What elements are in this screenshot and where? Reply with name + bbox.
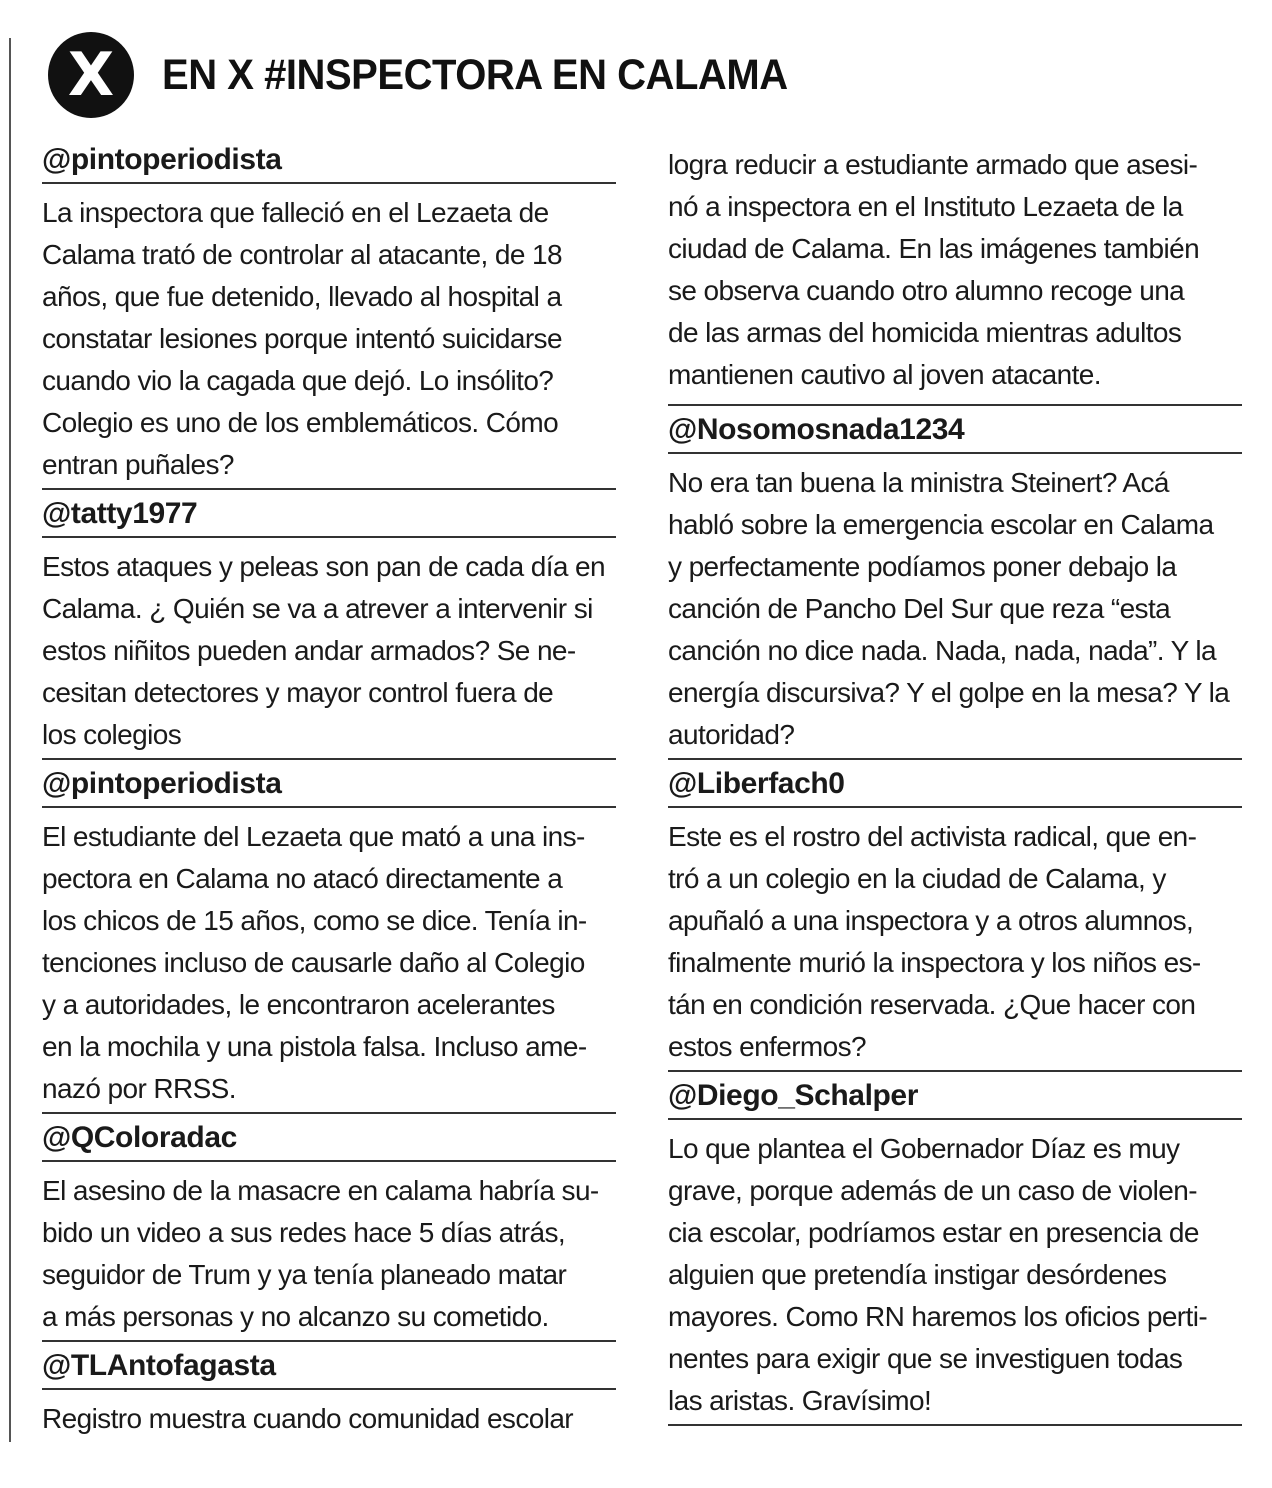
post-handle[interactable]: @Diego_Schalper <box>668 1076 1242 1120</box>
post-text: Este es el rostro del activista radical, que en- tró a un colegio en la ciudad de Calama, y apuñaló a una inspectora y a otros alumnos, finalmente murió la inspectora y los niños es- tán en condición reservada. ¿Que hacer con estos enfermos? <box>668 808 1242 1072</box>
column-rule <box>9 38 11 1442</box>
post-text: Lo que plantea el Gobernador Díaz es muy grave, porque además de un caso de violen- cia escolar, podríamos estar en presencia de alguien que pretendía instigar desórdenes mayores. Como RN haremos los oficios perti- nentes para exigir que se investiguen todas las aristas. Gravísimo! <box>668 1120 1242 1426</box>
section-title: EN X #INSPECTORA EN CALAMA <box>162 50 788 99</box>
post <box>42 1346 616 1442</box>
post-text: No era tan buena la ministra Steinert? Acá habló sobre la emergencia escolar en Calama y perfectamente podíamos poner debajo la canción de Pancho Del Sur que reza “esta canción no dice nada. Nada, nada, nada”. Y la energía discursiva? Y el golpe en la mesa? Y la autoridad? <box>668 454 1242 760</box>
post-text: El asesino de la masacre en calama habría su- bido un video a sus redes hace 5 días atrás, seguidor de Trum y ya tenía planeado matar a más personas y no alcanzo su cometido. <box>42 1162 616 1342</box>
post <box>42 494 616 760</box>
post-text: La inspectora que falleció en el Lezaeta de Calama trató de controlar al atacante, de 18 años, que fue detenido, llevado al hospital a constatar lesiones porque intentó suicidarse cuando vio la cagada que dejó. Lo insólito? Colegio es uno de los emblemáticos. Cómo entran puñales? <box>42 184 616 490</box>
post <box>42 140 616 490</box>
post-handle[interactable]: @QColoradac <box>42 1118 616 1162</box>
post-text: Registro muestra cuando comunidad escolar <box>42 1403 574 1434</box>
post <box>42 1118 616 1342</box>
post <box>42 764 616 1114</box>
post <box>668 764 1242 1072</box>
post <box>668 410 1242 760</box>
post-text: Estos ataques y peleas son pan de cada día en Calama. ¿ Quién se va a atrever a intervenir si estos niñitos pueden andar armados? Se ne- cesitan detectores y mayor control fuera de los colegios <box>42 538 616 760</box>
post-handle[interactable]: @TLAntofagasta <box>42 1346 616 1390</box>
section-header <box>48 32 835 118</box>
post-handle[interactable]: @pintoperiodista <box>42 140 616 184</box>
post-handle[interactable]: @Liberfach0 <box>668 764 1242 808</box>
x-logo-icon: X <box>48 32 134 118</box>
post-handle[interactable]: @pintoperiodista <box>42 764 616 808</box>
post <box>668 1076 1242 1426</box>
post-handle[interactable]: @Nosomosnada1234 <box>668 410 1242 454</box>
post-text-continued: logra reducir a estudiante armado que asesi- nó a inspectora en el Instituto Lezaeta de la ciudad de Calama. En las imágenes también se observa cuando otro alumno recoge una de las armas del homicida mientras adultos mantienen cautivo al joven atacante. <box>668 144 1242 406</box>
left-column <box>42 140 616 1446</box>
right-column <box>668 144 1242 1430</box>
post-text: El estudiante del Lezaeta que mató a una ins- pectora en Calama no atacó directamente a los chicos de 15 años, como se dice. Tenía in- tenciones incluso de causarle daño al Colegio y a autoridades, le encontraron acelerantes en la mochila y una pistola falsa. Incluso ame- nazó por RRSS. <box>42 808 616 1114</box>
post-handle[interactable]: @tatty1977 <box>42 494 616 538</box>
